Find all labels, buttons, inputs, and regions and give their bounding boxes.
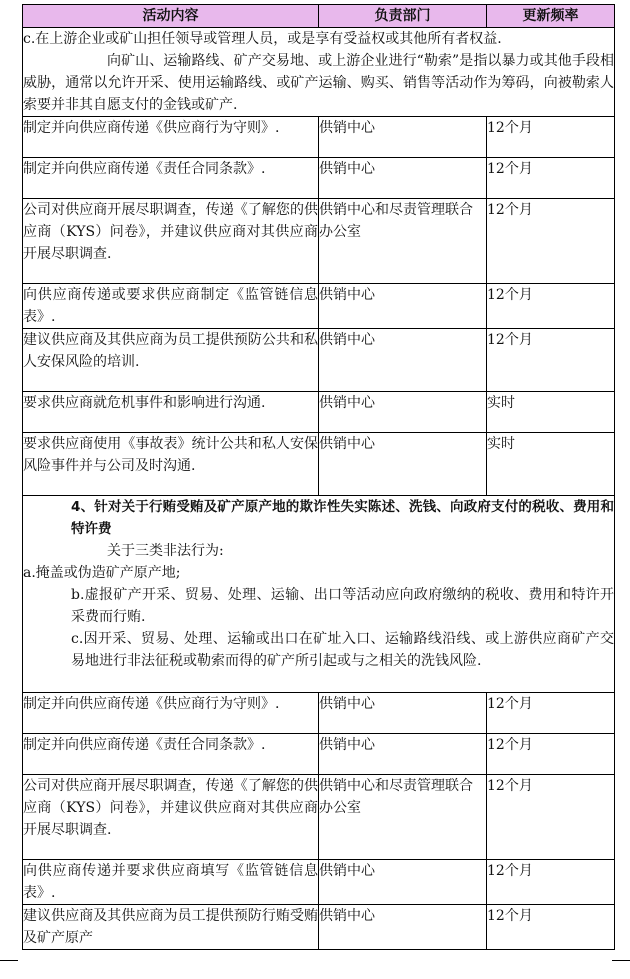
table-row: [23, 329, 615, 392]
activity-text: 建议供应商及其供应商为员工提供预防行贿受贿及矿产原产: [23, 908, 318, 946]
section-4-heading: 4、针对关于行贿受贿及矿产原产地的欺诈性失实陈述、洗钱、向政府支付的税收、费用和特许费: [71, 499, 614, 537]
activity-text: 公司对供应商开展尽职调查，传递《了解您的供应商（KYS）问卷》，并建议供应商对其供应商开展尽职调查.: [23, 202, 318, 262]
activity-table: [22, 4, 615, 950]
department-text: 供销中心: [319, 287, 375, 303]
frequency-text: 12个月: [487, 120, 533, 136]
document-sheet: [22, 4, 614, 950]
activity-text: 建议供应商及其供应商为员工提供预防公共和私人安保风险的培训.: [23, 332, 318, 370]
department-text: 供销中心: [319, 863, 375, 879]
frequency-text: 12个月: [487, 202, 533, 218]
activity-text: 要求供应商使用《事故表》统计公共和私人安保风险事件并与公司及时沟通.: [23, 436, 318, 474]
section-c-title: c.在上游企业或矿山担任领导或管理人员，或是享有受益权或其他所有者权益.: [23, 31, 502, 47]
table-header-row: [23, 5, 615, 28]
table-row: [23, 775, 615, 860]
department-text: 供销中心和尽责管理联合办公室: [319, 778, 473, 816]
table-row: [23, 158, 615, 199]
activity-text: 要求供应商就危机事件和影响进行沟通.: [23, 395, 266, 411]
department-text: 供销中心: [319, 332, 375, 348]
section-c-body: 向矿山、运输路线、矿产交易地、或上游企业进行“勒索”是指以暴力或其他手段相威胁，通常以允许开采、使用运输路线、或矿产运输、购买、销售等活动作为筹码，向被勒索人索要并非其自愿支付的金钱或矿产.: [23, 53, 614, 113]
section-4-row: [23, 496, 615, 693]
department-text: 供销中心: [319, 395, 375, 411]
department-text: 供销中心和尽责管理联合办公室: [319, 202, 473, 240]
table-row: [23, 860, 615, 905]
table-row: [23, 284, 615, 329]
department-text: 供销中心: [319, 696, 375, 712]
frequency-text: 实时: [487, 436, 515, 452]
table-row: [23, 199, 615, 284]
section-4-intro: 关于三类非法行为:: [107, 543, 224, 559]
activity-text: 公司对供应商开展尽职调查，传递《了解您的供应商（KYS）问卷》，并建议供应商对其供应商开展尽职调查.: [23, 778, 318, 838]
page-corner-mark-left: [0, 960, 18, 979]
header-frequency: 更新频率: [487, 5, 615, 28]
activity-text: 制定并向供应商传递《责任合同条款》.: [23, 161, 266, 177]
table-row: [23, 693, 615, 734]
frequency-text: 12个月: [487, 696, 533, 712]
frequency-text: 12个月: [487, 908, 533, 924]
department-text: 供销中心: [319, 908, 375, 924]
frequency-text: 12个月: [487, 287, 533, 303]
activity-text: 制定并向供应商传递《责任合同条款》.: [23, 737, 266, 753]
table-row: [23, 117, 615, 158]
activity-text: 制定并向供应商传递《供应商行为守则》.: [23, 120, 280, 136]
department-text: 供销中心: [319, 737, 375, 753]
page-corner-mark-right: [612, 960, 630, 979]
table-row: [23, 392, 615, 433]
section-4-item-c: c.因开采、贸易、处理、运输或出口在矿址入口、运输路线沿线、或上游供应商矿产交易地进行非法征税或勒索而得的矿产所引起或与之相关的洗钱风险.: [71, 631, 614, 669]
table-row: [23, 433, 615, 496]
header-department: 负责部门: [319, 5, 487, 28]
department-text: 供销中心: [319, 161, 375, 177]
activity-text: 向供应商传递并要求供应商填写《监管链信息表》.: [23, 863, 318, 901]
activity-text: 制定并向供应商传递《供应商行为守则》.: [23, 696, 280, 712]
table-row: [23, 905, 615, 950]
frequency-text: 12个月: [487, 737, 533, 753]
frequency-text: 实时: [487, 395, 515, 411]
table-row: [23, 734, 615, 775]
frequency-text: 12个月: [487, 332, 533, 348]
frequency-text: 12个月: [487, 863, 533, 879]
header-activity: 活动内容: [23, 5, 319, 28]
department-text: 供销中心: [319, 120, 375, 136]
department-text: 供销中心: [319, 436, 375, 452]
section-c-row: [23, 28, 615, 117]
frequency-text: 12个月: [487, 161, 533, 177]
activity-text: 向供应商传递或要求供应商制定《监管链信息表》.: [23, 287, 318, 325]
section-4-item-a: a.掩盖或伪造矿产原产地;: [23, 565, 181, 581]
section-4-item-b: b.虚报矿产开采、贸易、处理、运输、出口等活动应向政府缴纳的税收、费用和特许开采费而行贿.: [71, 587, 614, 625]
frequency-text: 12个月: [487, 778, 533, 794]
